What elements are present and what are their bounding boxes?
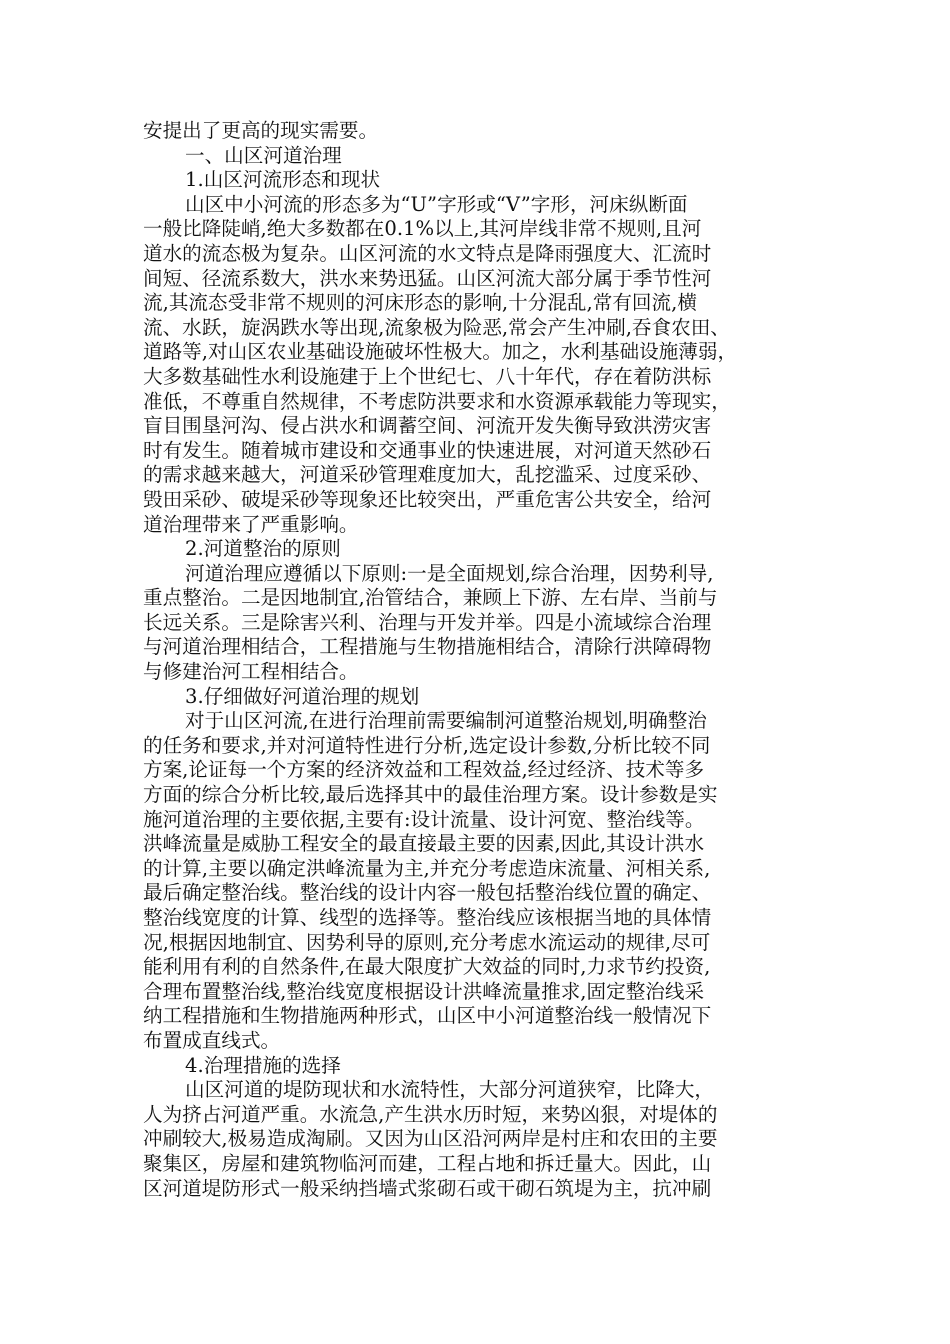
text-line: 最后确定整治线。整治线的设计内容一般包括整治线位置的确定、 bbox=[143, 881, 712, 905]
text-line: 流,其流态受非常不规则的河床形态的影响,十分混乱,常有回流,横 bbox=[143, 291, 697, 315]
text-line: 洪峰流量是威胁工程安全的最直接最主要的因素,因此,其设计洪水 bbox=[143, 832, 705, 856]
text-line: 4.治理措施的选择 bbox=[185, 1053, 341, 1077]
text-line: 准低，不尊重自然规律，不考虑防洪要求和水资源承载能力等现实， bbox=[143, 389, 731, 413]
text-line: 山区河道的堤防现状和水流特性，大部分河道狭窄，比降大， bbox=[185, 1078, 715, 1102]
text-line: 道治理带来了严重影响。 bbox=[143, 512, 359, 536]
text-line: 纳工程措施和生物措施两种形式，山区中小河道整治线一般情况下 bbox=[143, 1004, 712, 1028]
text-line: 区河道堤防形式一般采纳挡墙式浆砌石或干砌石筑堤为主，抗冲刷 bbox=[143, 1176, 712, 1200]
text-line: 道路等,对山区农业基础设施破坏性极大。加之，水利基础设施薄弱， bbox=[143, 340, 738, 364]
text-line: 人为挤占河道严重。水流急,产生洪水历时短，来势凶狠，对堤体的 bbox=[143, 1102, 718, 1126]
text-line: 的计算,主要以确定洪峰流量为主,并充分考虑造床流量、河相关系, bbox=[143, 856, 711, 880]
text-line: 整治线宽度的计算、线型的选择等。整治线应该根据当地的具体情 bbox=[143, 906, 712, 929]
text-line: 对于山区河流,在进行治理前需要编制河道整治规划,明确整治 bbox=[185, 709, 707, 733]
text-line: 施河道治理的主要依据,主要有:设计流量、设计河宽、整治线等。 bbox=[143, 807, 705, 831]
text-line: 与河道治理相结合，工程措施与生物措施相结合，清除行洪障碍物 bbox=[143, 635, 712, 659]
text-line: 聚集区，房屋和建筑物临河而建，工程占地和拆迁量大。因此，山 bbox=[143, 1151, 712, 1175]
text-line: 长远关系。三是除害兴利、治理与开发并举。四是小流域综合治理 bbox=[143, 610, 712, 634]
text-line: 安提出了更高的现实需要。 bbox=[143, 119, 379, 142]
text-line: 山区中小河流的形态多为“U”字形或“V”字形，河床纵断面 bbox=[185, 192, 688, 216]
text-line: 河道治理应遵循以下原则:一是全面规划,综合治理，因势利导, bbox=[185, 561, 714, 585]
document-body bbox=[143, 119, 809, 1201]
text-line: 布置成直线式。 bbox=[143, 1028, 281, 1052]
text-line: 流、水跃，旋涡跌水等出现,流象极为险恶,常会产生冲刷,吞食农田、 bbox=[143, 315, 730, 339]
text-line: 方面的综合分析比较,最后选择其中的最佳治理方案。设计参数是实 bbox=[143, 783, 718, 807]
text-line: 合理布置整治线,整治线宽度根据设计洪峰流量推求,固定整治线采 bbox=[143, 979, 705, 1003]
text-line: 时有发生。随着城市建设和交通事业的快速进展，对河道天然砂石 bbox=[143, 438, 712, 462]
text-line: 重点整治。二是因地制宜,治管结合，兼顾上下游、左右岸、当前与 bbox=[143, 586, 718, 610]
text-line: 大多数基础性水利设施建于上个世纪七、八十年代，存在着防洪标 bbox=[143, 364, 712, 388]
text-line: 道水的流态极为复杂。山区河流的水文特点是降雨强度大、汇流时 bbox=[143, 241, 712, 265]
text-line: 一、山区河道治理 bbox=[185, 143, 342, 167]
text-line: 与修建治河工程相结合。 bbox=[143, 660, 359, 684]
text-line: 3.仔细做好河道治理的规划 bbox=[185, 684, 420, 708]
text-line: 盲目围垦河沟、侵占洪水和调蓄空间、河流开发失衡导致洪涝灾害 bbox=[143, 414, 712, 438]
text-line: 况,根据因地制宜、因势利导的原则,充分考虑水流运动的规律,尽可 bbox=[143, 930, 711, 954]
text-line: 2.河道整治的原则 bbox=[185, 537, 341, 561]
text-line: 的任务和要求,并对河道特性进行分析,选定设计参数,分析比较不同 bbox=[143, 733, 711, 757]
text-line: 一般比降陡峭,绝大多数都在0.1%以上,其河岸线非常不规则,且河 bbox=[143, 217, 702, 241]
text-line: 1.山区河流形态和现状 bbox=[185, 168, 381, 192]
text-line: 毁田采砂、破堤采砂等现象还比较突出，严重危害公共安全，给河 bbox=[143, 487, 712, 511]
text-line: 间短、径流系数大，洪水来势迅猛。山区河流大部分属于季节性河 bbox=[143, 266, 712, 290]
text-line: 方案,论证每一个方案的经济效益和工程效益,经过经济、技术等多 bbox=[143, 758, 705, 782]
text-line: 冲刷较大,极易造成淘刷。又因为山区沿河两岸是村庄和农田的主要 bbox=[143, 1127, 718, 1151]
text-line: 能利用有利的自然条件,在最大限度扩大效益的同时,力求节约投资, bbox=[143, 955, 711, 979]
text-line: 的需求越来越大，河道采砂管理难度加大，乱挖滥采、过度采砂、 bbox=[143, 463, 712, 487]
